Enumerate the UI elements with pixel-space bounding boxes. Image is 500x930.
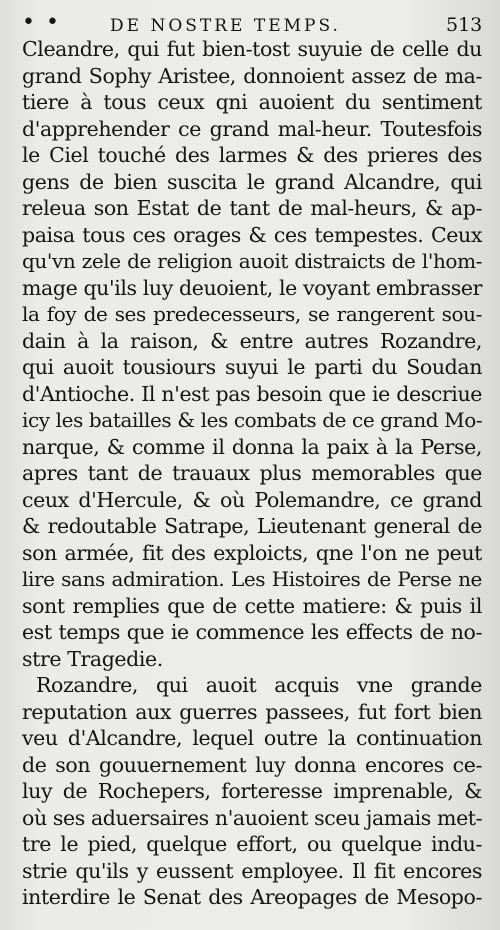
text-line: icy les batailles & les combats de ce grand Mo- xyxy=(22,408,483,432)
text-line: Cleandre, qui fut bien-tost suyuie de celle du xyxy=(22,37,482,61)
text-line: veu d'Alcandre, lequel outre la continuation xyxy=(22,726,482,750)
text-line: de son gouuernement luy donna encores ce- xyxy=(22,752,482,777)
text-line: lire sans admiration. Les Histoires de Perse ne xyxy=(22,567,482,591)
text-line: dain à la raison, & entre autres Rozandre, xyxy=(22,328,482,353)
text-line: tre le pied, quelque effort, ou quelque indu- xyxy=(22,832,482,856)
text-line: luy de Rochepers, forteresse imprenable, & xyxy=(22,779,482,803)
text-line: & redoutable Satrape, Lieutenant general de xyxy=(22,514,482,538)
text-line: d'Antioche. Il n'est pas besoin que ie descriue xyxy=(22,381,482,406)
text-line: la foy de ses predecesseurs, se rangerent sou- xyxy=(22,302,482,326)
text-line: grand Sophy Aristee, donnoient assez de ma- xyxy=(22,63,482,88)
text-line: tiere à tous ceux qni auoient du sentiment xyxy=(22,90,482,114)
text-line: gens de bien suscita le grand Alcandre, qui xyxy=(22,169,482,194)
running-title: DE NOSTRE TEMPS. xyxy=(110,16,341,36)
text-line: interdire le Senat des Areopages de Mesopo- xyxy=(22,885,482,909)
text-line: paisa tous ces orages & ces tempestes. Ceux xyxy=(22,222,482,247)
text-line: est temps que ie commence les effects de no- xyxy=(22,620,482,644)
text-line: ceux d'Hercule, & où Polemandre, ce grand xyxy=(22,487,482,512)
body-text xyxy=(22,36,482,911)
text-line: Rozandre, qui auoit acquis vne grande xyxy=(36,673,482,697)
text-line: sont remplies que de cette matiere: & puis il xyxy=(22,593,482,618)
text-line: stre Tragedie. xyxy=(22,646,163,671)
text-line: qu'vn zele de religion auoit distraicts de l'hom- xyxy=(22,249,482,273)
text-line: apres tant de trauaux plus memorables que xyxy=(22,461,482,485)
text-line: d'apprehender ce grand mal-heur. Toutesfois xyxy=(22,116,482,141)
text-line: mage qu'ils luy deuoient, le voyant embrasser xyxy=(22,275,482,300)
text-line: où ses aduersaires n'auoient sceu jamais met- xyxy=(22,805,483,830)
text-line: strie qu'ils y eussent employee. Il fit encores xyxy=(22,858,482,883)
text-line: releua son Estat de tant de mal-heurs, & ap- xyxy=(22,196,482,220)
text-line: son armée, fit des exploicts, qne l'on ne peut xyxy=(22,540,482,565)
page-number: 513 xyxy=(446,14,483,36)
text-line: reputation aux guerres passees, fut fort bien xyxy=(22,699,482,724)
text-line: narque, & comme il donna la paix à la Perse, xyxy=(22,434,482,459)
header-ornament: • • xyxy=(22,10,61,35)
text-line: le Ciel touché des larmes & des prieres des xyxy=(22,143,482,167)
text-line: qui auoit tousiours suyui le parti du Soudan xyxy=(22,355,482,379)
